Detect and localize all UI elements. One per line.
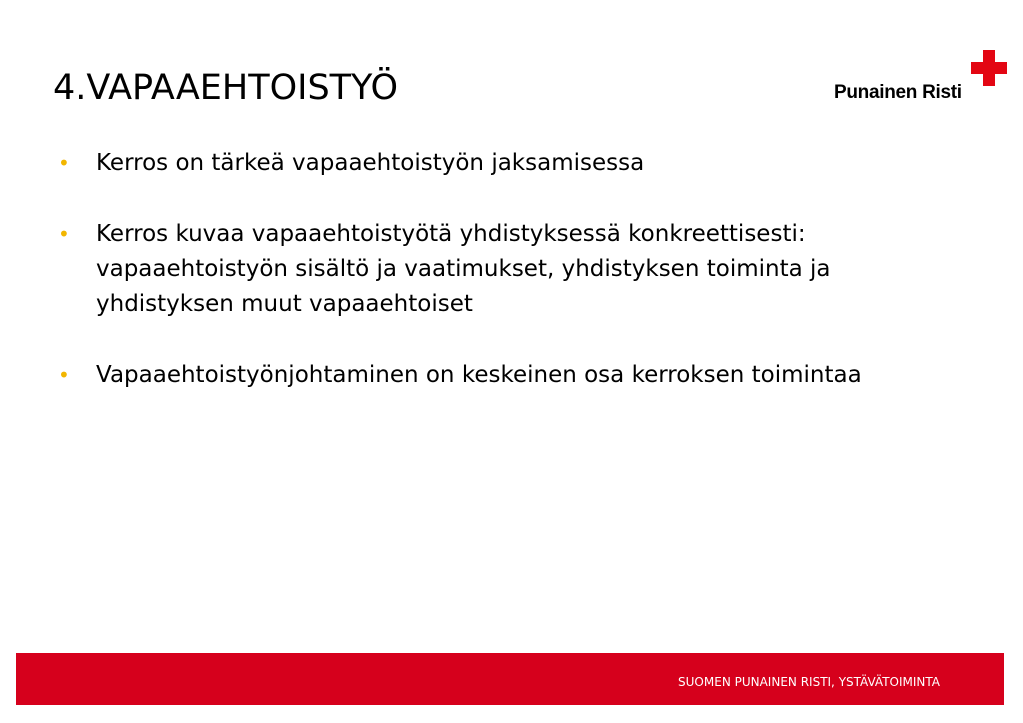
bullet-text: Kerros on tärkeä vapaaehtoistyön jaksamisessa — [96, 150, 645, 176]
bullet-text: Kerros kuvaa vapaaehtoistyötä yhdistyksessä konkreettisesti: vapaaehtoistyön sisältö ja vaatimukset, yhdistyksen toiminta ja yhdistyksen muut vapaaehtoiset — [96, 221, 831, 317]
punainen-risti-logo — [834, 46, 1009, 108]
bullet-list — [58, 146, 958, 429]
bullet-item — [58, 217, 958, 322]
logo-text: Punainen Risti — [834, 82, 962, 103]
bullet-item — [58, 146, 958, 181]
slide-title: 4.VAPAAEHTOISTYÖ — [53, 68, 399, 108]
bullet-text: Vapaaehtoistyönjohtaminen on keskeinen osa kerroksen toimintaa — [96, 362, 862, 388]
bullet-item — [58, 358, 958, 393]
footer-bar — [16, 653, 1004, 705]
bullet-dot-icon: • — [58, 363, 70, 387]
bullet-dot-icon: • — [58, 151, 70, 175]
footer-text: SUOMEN PUNAINEN RISTI, YSTÄVÄTOIMINTA — [678, 675, 940, 689]
bullet-dot-icon: • — [58, 222, 70, 246]
red-cross-icon — [971, 50, 1007, 86]
